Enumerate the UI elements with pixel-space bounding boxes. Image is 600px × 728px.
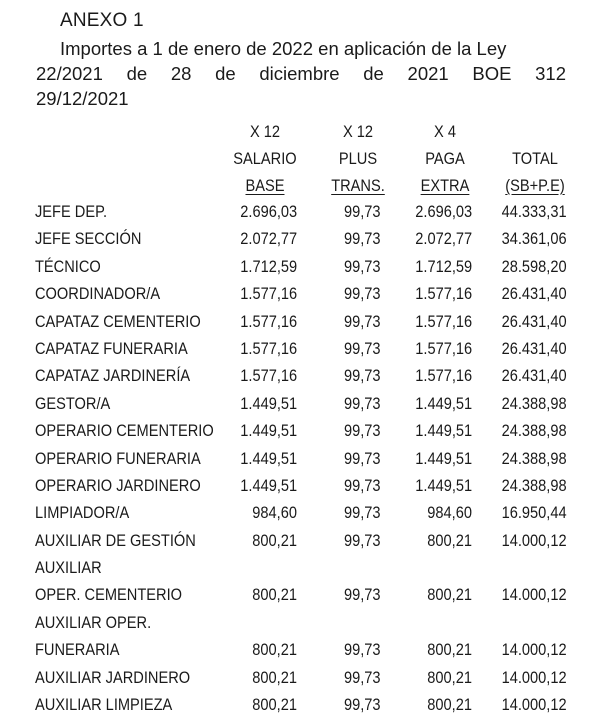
- salario-base-cell: 1.577,16: [240, 311, 297, 331]
- header-plus-trans: [324, 118, 393, 199]
- total-cell: 26.431,40: [501, 311, 567, 331]
- category-cell: OPER. CEMENTERIO: [35, 585, 183, 605]
- paga-extra-cell: 800,21: [427, 585, 472, 605]
- total-cell: 14.000,12: [501, 695, 567, 715]
- table-row: [0, 390, 600, 417]
- total-cell: 14.000,12: [501, 585, 567, 605]
- header-line: X 12: [249, 122, 281, 141]
- header-line: X 4: [434, 122, 456, 141]
- salario-base-cell: 2.072,77: [240, 229, 297, 249]
- header-line: [492, 118, 578, 145]
- category-cell: AUXILIAR: [35, 558, 102, 578]
- salario-base-cell: 800,21: [252, 695, 297, 715]
- category-cell: AUXILIAR DE GESTIÓN: [35, 530, 196, 550]
- plus-trans-cell: 99,73: [344, 640, 381, 660]
- paga-extra-cell: 1.577,16: [415, 311, 472, 331]
- table-row: [0, 664, 600, 691]
- salario-base-cell: 1.577,16: [240, 338, 297, 358]
- salario-base-cell: 800,21: [252, 585, 297, 605]
- table-row: [0, 198, 600, 225]
- plus-trans-cell: 99,73: [344, 530, 381, 550]
- category-cell: AUXILIAR OPER.: [35, 612, 152, 632]
- plus-trans-cell: 99,73: [344, 256, 381, 276]
- paga-extra-cell: 800,21: [427, 640, 472, 660]
- intro-line-1: Importes a 1 de enero de 2022 en aplicación de la Ley: [60, 38, 507, 59]
- paga-extra-cell: 1.449,51: [415, 421, 472, 441]
- paga-extra-cell: 1.577,16: [415, 284, 472, 304]
- table-row: [0, 527, 600, 554]
- paga-extra-cell: 984,60: [427, 503, 472, 523]
- total-cell: 28.598,20: [501, 256, 567, 276]
- plus-trans-cell: 99,73: [344, 421, 381, 441]
- paga-extra-cell: 2.696,03: [415, 202, 472, 221]
- plus-trans-cell: 99,73: [344, 284, 381, 304]
- category-cell: LIMPIADOR/A: [35, 503, 130, 523]
- header-line: PLUS: [338, 149, 378, 168]
- category-cell: OPERARIO JARDINERO: [35, 475, 201, 495]
- salario-base-cell: 1.449,51: [240, 448, 297, 468]
- paga-extra-cell: 1.449,51: [415, 448, 472, 468]
- salario-base-cell: 2.696,03: [240, 202, 297, 221]
- salario-base-cell: 800,21: [252, 640, 297, 660]
- annex-title: ANEXO 1: [60, 10, 144, 31]
- plus-trans-cell: 99,73: [344, 229, 381, 249]
- plus-trans-cell: 99,73: [344, 475, 381, 495]
- header-line-underlined: (SB+P.E): [505, 176, 565, 195]
- total-cell: 24.388,98: [501, 393, 567, 413]
- salario-base-cell: 1.712,59: [240, 256, 297, 276]
- paga-extra-cell: 800,21: [427, 530, 472, 550]
- plus-trans-cell: 99,73: [344, 202, 381, 221]
- header-line-underlined: BASE: [245, 176, 285, 195]
- header-salario-base: [231, 118, 300, 199]
- header-line: PAGA: [425, 149, 465, 168]
- header-line: SALARIO: [233, 149, 297, 168]
- table-row: [0, 636, 600, 663]
- paga-extra-cell: 1.577,16: [415, 338, 472, 358]
- plus-trans-cell: 99,73: [344, 667, 381, 687]
- total-cell: 14.000,12: [501, 640, 567, 660]
- header-total: [492, 118, 578, 199]
- category-cell: TÉCNICO: [35, 256, 101, 276]
- total-cell: 24.388,98: [501, 421, 567, 441]
- paga-extra-cell: 1.712,59: [415, 256, 472, 276]
- header-line-underlined: EXTRA: [420, 176, 470, 195]
- category-cell: JEFE DEP.: [35, 202, 108, 221]
- total-cell: 34.361,06: [501, 229, 567, 249]
- paga-extra-cell: 1.449,51: [415, 475, 472, 495]
- table-row: [0, 581, 600, 608]
- paga-extra-cell: 1.449,51: [415, 393, 472, 413]
- paga-extra-cell: 800,21: [427, 667, 472, 687]
- plus-trans-cell: 99,73: [344, 311, 381, 331]
- category-cell: COORDINADOR/A: [35, 284, 161, 304]
- category-cell: CAPATAZ FUNERARIA: [35, 338, 188, 358]
- salary-table-body: [0, 198, 600, 718]
- category-cell: OPERARIO FUNERARIA: [35, 448, 201, 468]
- category-cell: FUNERARIA: [35, 640, 120, 660]
- intro-line-2: 22/2021 de 28 de diciembre de 2021 BOE 312: [36, 63, 566, 84]
- table-row: [0, 225, 600, 252]
- intro-paragraph: [36, 36, 566, 111]
- table-row: [0, 280, 600, 307]
- plus-trans-cell: 99,73: [344, 585, 381, 605]
- salario-base-cell: 984,60: [252, 503, 297, 523]
- header-paga-extra: [411, 118, 480, 199]
- total-cell: 14.000,12: [501, 530, 567, 550]
- table-row: [0, 499, 600, 526]
- header-line-underlined: TRANS.: [331, 176, 385, 195]
- table-row: [0, 554, 600, 581]
- table-row: [0, 253, 600, 280]
- plus-trans-cell: 99,73: [344, 393, 381, 413]
- plus-trans-cell: 99,73: [344, 366, 381, 386]
- category-cell: OPERARIO CEMENTERIO: [35, 421, 214, 441]
- category-cell: CAPATAZ CEMENTERIO: [35, 311, 201, 331]
- total-cell: 26.431,40: [501, 284, 567, 304]
- plus-trans-cell: 99,73: [344, 695, 381, 715]
- intro-line-3: 29/12/2021: [36, 88, 129, 109]
- table-row: [0, 445, 600, 472]
- header-line: X 12: [342, 122, 374, 141]
- paga-extra-cell: 1.577,16: [415, 366, 472, 386]
- table-row: [0, 417, 600, 444]
- salario-base-cell: 800,21: [252, 667, 297, 687]
- total-cell: 44.333,31: [501, 202, 567, 221]
- category-cell: JEFE SECCIÓN: [35, 229, 142, 249]
- category-cell: CAPATAZ JARDINERÍA: [35, 366, 191, 386]
- table-row: [0, 609, 600, 636]
- salario-base-cell: 1.577,16: [240, 284, 297, 304]
- salario-base-cell: 1.577,16: [240, 366, 297, 386]
- header-line: TOTAL: [512, 149, 558, 168]
- table-row: [0, 362, 600, 389]
- total-cell: 16.950,44: [501, 503, 567, 523]
- paga-extra-cell: 800,21: [427, 695, 472, 715]
- plus-trans-cell: 99,73: [344, 338, 381, 358]
- category-cell: AUXILIAR LIMPIEZA: [35, 695, 173, 715]
- table-row: [0, 691, 600, 718]
- paga-extra-cell: 2.072,77: [415, 229, 472, 249]
- salario-base-cell: 800,21: [252, 530, 297, 550]
- category-cell: AUXILIAR JARDINERO: [35, 667, 191, 687]
- total-cell: 24.388,98: [501, 448, 567, 468]
- plus-trans-cell: 99,73: [344, 448, 381, 468]
- salario-base-cell: 1.449,51: [240, 475, 297, 495]
- plus-trans-cell: 99,73: [344, 503, 381, 523]
- total-cell: 26.431,40: [501, 338, 567, 358]
- salario-base-cell: 1.449,51: [240, 421, 297, 441]
- table-row: [0, 335, 600, 362]
- table-row: [0, 308, 600, 335]
- total-cell: 14.000,12: [501, 667, 567, 687]
- salario-base-cell: 1.449,51: [240, 393, 297, 413]
- table-row: [0, 472, 600, 499]
- category-cell: GESTOR/A: [35, 393, 111, 413]
- total-cell: 24.388,98: [501, 475, 567, 495]
- total-cell: 26.431,40: [501, 366, 567, 386]
